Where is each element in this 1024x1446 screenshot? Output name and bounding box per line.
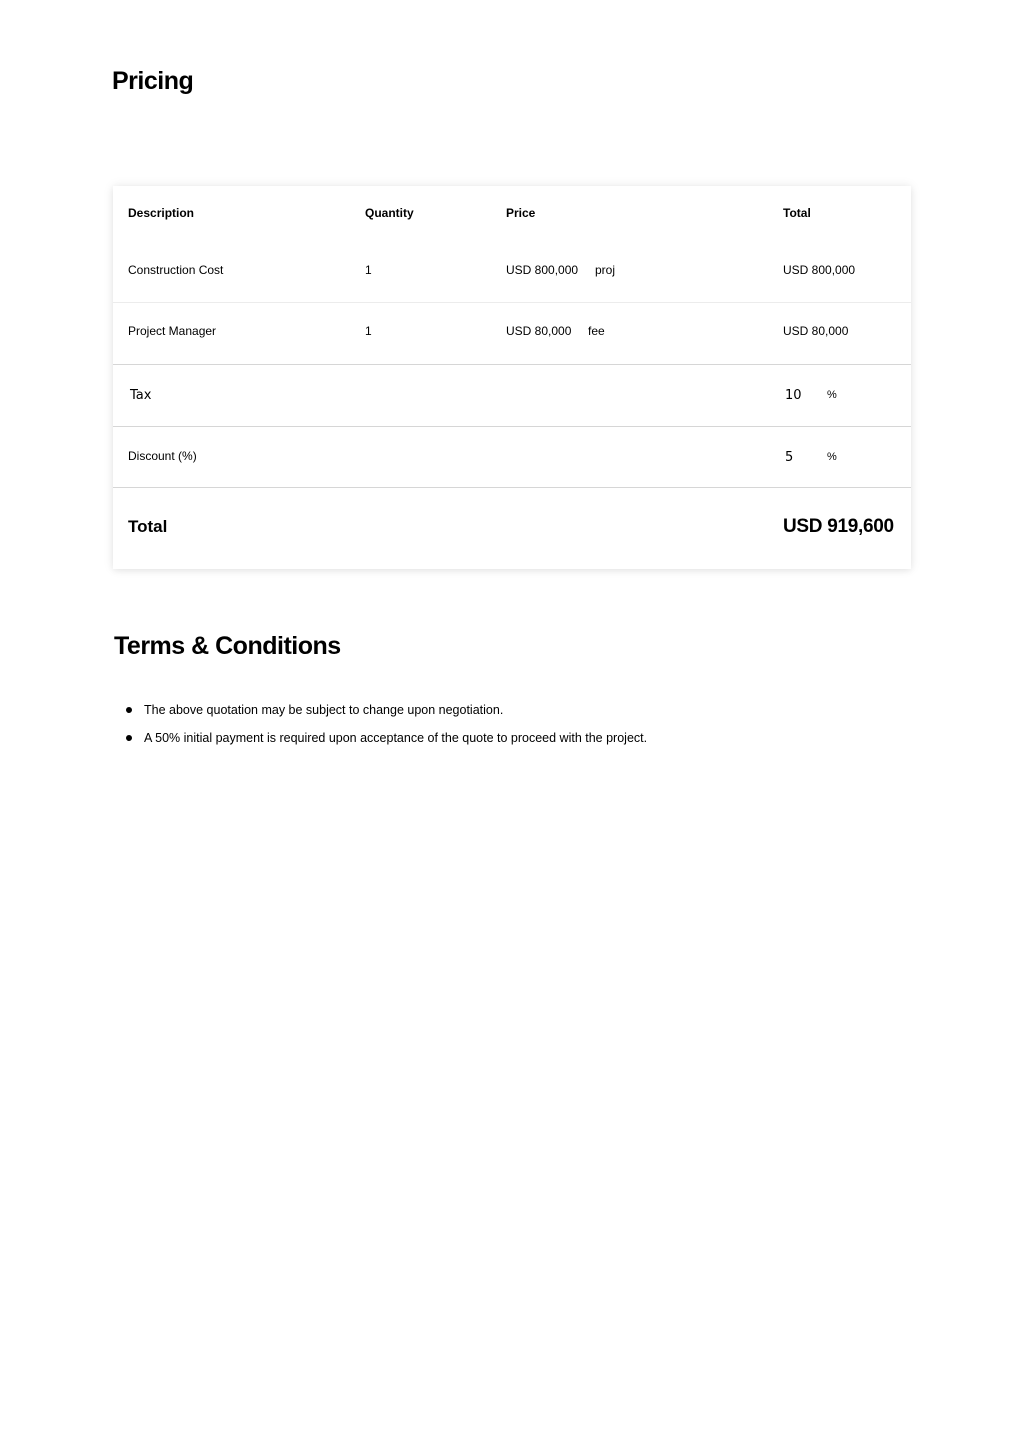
discount-row <box>113 427 911 488</box>
discount-value[interactable]: 5 <box>785 450 794 465</box>
tax-unit: % <box>827 389 837 401</box>
header-description: Description <box>128 206 195 220</box>
item-unit: fee <box>588 324 605 338</box>
discount-label: Discount (%) <box>128 449 197 463</box>
discount-unit: % <box>827 451 837 463</box>
item-price: USD 800,000 <box>506 263 579 277</box>
list-item <box>124 728 647 756</box>
item-quantity: 1 <box>365 263 372 277</box>
bullet-icon <box>126 707 132 713</box>
grand-total-label: Total <box>128 517 168 536</box>
tax-label: Tax <box>130 388 152 403</box>
grand-total-row <box>113 488 911 569</box>
page-title: Pricing <box>112 67 194 95</box>
table-header-row <box>113 186 911 241</box>
grand-total-value: USD 919,600 <box>783 516 894 537</box>
table-row <box>113 241 911 303</box>
terms-list <box>124 700 647 756</box>
terms-title: Terms & Conditions <box>114 632 341 660</box>
term-text: A 50% initial payment is required upon acceptance of the quote to proceed with the project. <box>144 731 648 745</box>
item-description: Project Manager <box>128 324 217 338</box>
pricing-table <box>113 186 911 569</box>
header-total: Total <box>783 206 811 220</box>
table-row <box>113 303 911 365</box>
list-item <box>124 700 647 728</box>
item-price: USD 80,000 <box>506 324 572 338</box>
item-total: USD 80,000 <box>783 324 849 338</box>
tax-value[interactable]: 10 <box>785 388 802 403</box>
item-quantity: 1 <box>365 324 372 338</box>
item-description: Construction Cost <box>128 263 224 277</box>
bullet-icon <box>126 735 132 741</box>
tax-row <box>113 365 911 427</box>
item-unit: proj <box>595 263 616 277</box>
item-total: USD 800,000 <box>783 263 856 277</box>
header-quantity: Quantity <box>365 206 414 220</box>
header-price: Price <box>506 206 536 220</box>
term-text: The above quotation may be subject to change upon negotiation. <box>144 703 504 717</box>
